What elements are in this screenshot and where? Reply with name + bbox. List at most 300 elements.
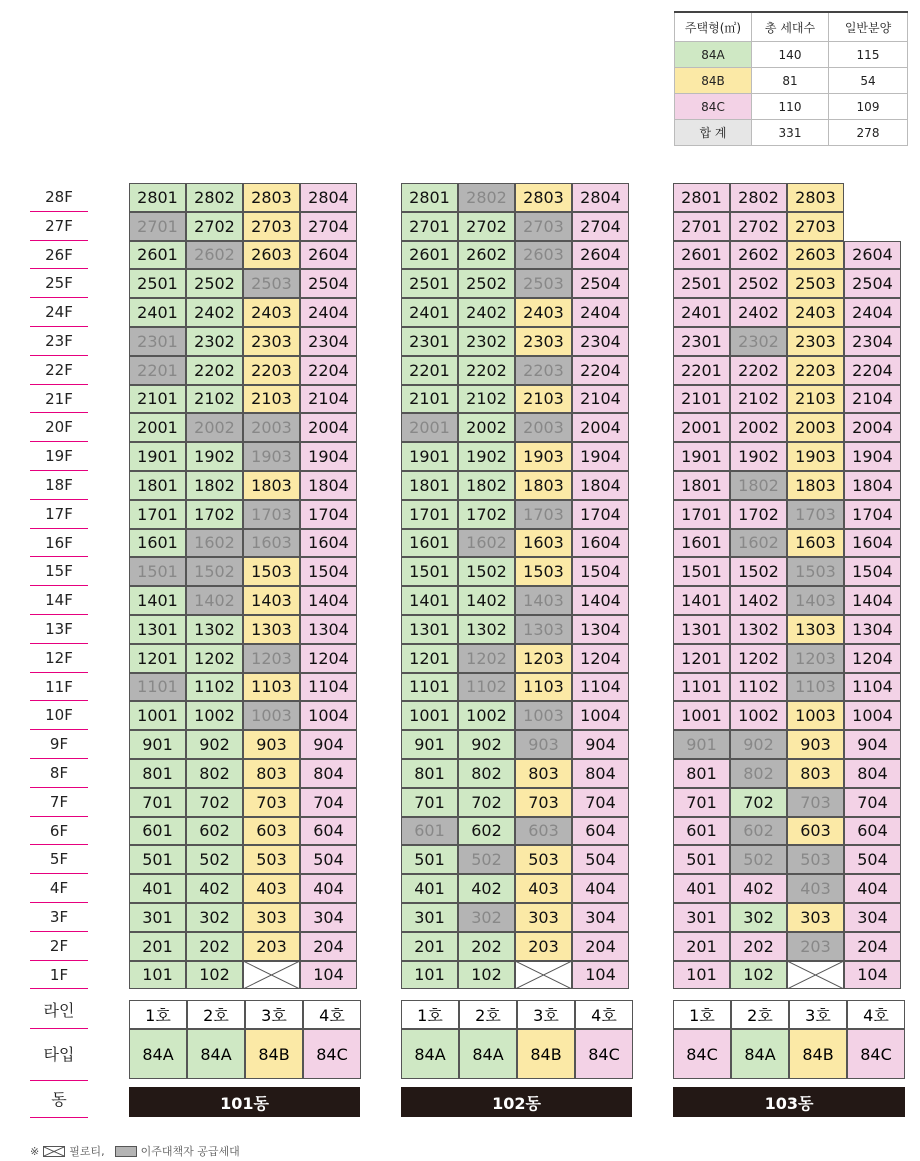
unit-cell: 203 xyxy=(515,932,572,961)
unit-cell: 204 xyxy=(300,932,357,961)
unit-cell-relocation: 1101 xyxy=(129,673,186,702)
unit-cell: 601 xyxy=(673,817,730,846)
unit-cell: 604 xyxy=(844,817,901,846)
unit-cell: 2202 xyxy=(730,356,787,385)
unit-cell: 2404 xyxy=(844,298,901,327)
unit-cell: 1002 xyxy=(458,701,515,730)
unit-cell: 1804 xyxy=(844,471,901,500)
unit-cell-relocation: 1402 xyxy=(186,586,243,615)
unit-cell: 704 xyxy=(844,788,901,817)
unit-cell: 504 xyxy=(300,845,357,874)
unit-cell: 1501 xyxy=(673,557,730,586)
unit-cell: 2402 xyxy=(458,298,515,327)
unit-cell: 2602 xyxy=(730,241,787,270)
unit-cell: 401 xyxy=(401,874,458,903)
unit-cell-relocation: 1203 xyxy=(243,644,300,673)
unit-cell: 1404 xyxy=(300,586,357,615)
unit-cell: 2301 xyxy=(673,327,730,356)
unit-cell: 1704 xyxy=(844,500,901,529)
unit-cell: 1502 xyxy=(458,557,515,586)
unit-cell: 1402 xyxy=(730,586,787,615)
unit-cell: 501 xyxy=(673,845,730,874)
pilotis-icon xyxy=(515,961,572,990)
unit-cell: 1701 xyxy=(401,500,458,529)
floor-label: 8F xyxy=(30,759,88,788)
unit-cell-relocation: 403 xyxy=(787,874,844,903)
unit-cell: 2601 xyxy=(129,241,186,270)
unit-cell: 703 xyxy=(243,788,300,817)
unit-cell: 1401 xyxy=(673,586,730,615)
summary-type: 84C xyxy=(675,94,752,120)
type-label: 84B xyxy=(245,1029,303,1079)
summary-total: 140 xyxy=(752,42,829,68)
type-label: 84C xyxy=(673,1029,731,1079)
unit-cell: 401 xyxy=(673,874,730,903)
unit-cell: 1002 xyxy=(730,701,787,730)
unit-cell: 1601 xyxy=(673,529,730,558)
unit-cell: 1304 xyxy=(572,615,629,644)
unit-cell: 1803 xyxy=(787,471,844,500)
unit-cell-relocation: 1602 xyxy=(186,529,243,558)
unit-cell: 801 xyxy=(401,759,458,788)
line-label: 3호 xyxy=(789,1000,847,1029)
unit-cell: 302 xyxy=(730,903,787,932)
unit-cell: 2401 xyxy=(129,298,186,327)
unit-cell: 2501 xyxy=(401,269,458,298)
legend-pilotis-label: 필로티, xyxy=(69,1145,105,1158)
unit-cell: 1702 xyxy=(458,500,515,529)
unit-cell: 1903 xyxy=(515,442,572,471)
unit-cell-relocation: 502 xyxy=(730,845,787,874)
unit-cell: 202 xyxy=(730,932,787,961)
unit-cell: 2501 xyxy=(673,269,730,298)
unit-cell: 2302 xyxy=(458,327,515,356)
summary-general: 115 xyxy=(829,42,908,68)
building-102-types xyxy=(401,1029,633,1079)
unit-cell: 2204 xyxy=(300,356,357,385)
unit-cell: 1801 xyxy=(673,471,730,500)
unit-cell: 1404 xyxy=(572,586,629,615)
line-label: 2호 xyxy=(459,1000,517,1029)
unit-cell: 2502 xyxy=(458,269,515,298)
unit-cell-relocation: 602 xyxy=(730,817,787,846)
floor-label-column xyxy=(30,183,88,989)
unit-cell: 404 xyxy=(844,874,901,903)
building-101-grid xyxy=(129,183,357,989)
building-103-grid xyxy=(673,183,901,989)
line-label: 2호 xyxy=(731,1000,789,1029)
unit-cell: 502 xyxy=(186,845,243,874)
unit-cell: 201 xyxy=(129,932,186,961)
unit-cell: 401 xyxy=(129,874,186,903)
unit-cell: 1103 xyxy=(243,673,300,702)
unit-cell: 2103 xyxy=(787,385,844,414)
unit-cell: 1704 xyxy=(572,500,629,529)
unit-cell-relocation: 502 xyxy=(458,845,515,874)
unit-cell: 2701 xyxy=(401,212,458,241)
unit-cell: 102 xyxy=(458,961,515,990)
unit-cell: 1202 xyxy=(730,644,787,673)
unit-cell: 1902 xyxy=(458,442,515,471)
floor-label: 20F xyxy=(30,413,88,442)
unit-cell: 804 xyxy=(300,759,357,788)
unit-cell-relocation: 2701 xyxy=(129,212,186,241)
unit-cell: 1201 xyxy=(129,644,186,673)
unit-cell: 1401 xyxy=(401,586,458,615)
unit-cell: 2802 xyxy=(730,183,787,212)
unit-cell: 201 xyxy=(673,932,730,961)
unit-cell: 1601 xyxy=(129,529,186,558)
summary-type: 합 계 xyxy=(675,120,752,146)
unit-cell: 1304 xyxy=(844,615,901,644)
floor-label: 23F xyxy=(30,327,88,356)
unit-cell-relocation: 503 xyxy=(787,845,844,874)
unit-cell: 1102 xyxy=(186,673,243,702)
unit-cell: 2504 xyxy=(300,269,357,298)
type-label: 84A xyxy=(459,1029,517,1079)
unit-cell: 2604 xyxy=(300,241,357,270)
unit-cell: 303 xyxy=(243,903,300,932)
unit-cell: 1303 xyxy=(243,615,300,644)
unit-cell: 404 xyxy=(300,874,357,903)
unit-cell: 2403 xyxy=(515,298,572,327)
unit-cell: 2503 xyxy=(787,269,844,298)
summary-total: 331 xyxy=(752,120,829,146)
unit-cell: 2704 xyxy=(572,212,629,241)
unit-cell: 1502 xyxy=(730,557,787,586)
unit-cell: 2601 xyxy=(673,241,730,270)
floor-label: 18F xyxy=(30,471,88,500)
unit-cell: 1904 xyxy=(844,442,901,471)
unit-cell: 2104 xyxy=(572,385,629,414)
unit-cell: 2301 xyxy=(401,327,458,356)
unit-cell-relocation: 1703 xyxy=(787,500,844,529)
unit-cell: 1001 xyxy=(673,701,730,730)
unit-cell: 2203 xyxy=(787,356,844,385)
unit-cell: 1603 xyxy=(515,529,572,558)
unit-cell: 1603 xyxy=(787,529,844,558)
unit-cell: 1204 xyxy=(300,644,357,673)
unit-cell: 2704 xyxy=(300,212,357,241)
empty-cell xyxy=(844,212,901,241)
unit-cell: 2202 xyxy=(186,356,243,385)
unit-cell: 602 xyxy=(186,817,243,846)
unit-cell: 2703 xyxy=(787,212,844,241)
unit-cell-relocation: 2602 xyxy=(186,241,243,270)
unit-cell: 2804 xyxy=(572,183,629,212)
unit-cell: 1302 xyxy=(458,615,515,644)
unit-cell: 1302 xyxy=(730,615,787,644)
unit-cell: 403 xyxy=(515,874,572,903)
unit-cell: 304 xyxy=(844,903,901,932)
unit-cell: 702 xyxy=(730,788,787,817)
unit-cell: 2701 xyxy=(673,212,730,241)
unit-cell: 1302 xyxy=(186,615,243,644)
unit-cell-relocation: 2001 xyxy=(401,413,458,442)
floor-label: 27F xyxy=(30,212,88,241)
line-label: 4호 xyxy=(847,1000,905,1029)
line-label: 2호 xyxy=(187,1000,245,1029)
unit-cell-relocation: 2201 xyxy=(129,356,186,385)
unit-cell: 2003 xyxy=(787,413,844,442)
unit-cell: 603 xyxy=(243,817,300,846)
unit-cell: 702 xyxy=(186,788,243,817)
building-102-name: 102동 xyxy=(401,1087,632,1117)
empty-cell xyxy=(844,183,901,212)
unit-cell: 2004 xyxy=(300,413,357,442)
unit-cell-relocation: 1203 xyxy=(787,644,844,673)
gray-swatch-icon xyxy=(115,1146,137,1157)
unit-cell: 2603 xyxy=(787,241,844,270)
unit-cell: 1202 xyxy=(186,644,243,673)
type-label: 84A xyxy=(129,1029,187,1079)
unit-cell: 2302 xyxy=(186,327,243,356)
unit-cell: 2004 xyxy=(844,413,901,442)
type-label: 84A xyxy=(187,1029,245,1079)
line-label: 4호 xyxy=(575,1000,633,1029)
unit-cell-relocation: 2003 xyxy=(243,413,300,442)
pilotis-icon xyxy=(243,961,300,990)
unit-cell-relocation: 1403 xyxy=(515,586,572,615)
unit-cell: 402 xyxy=(458,874,515,903)
unit-cell: 203 xyxy=(243,932,300,961)
unit-cell: 1102 xyxy=(730,673,787,702)
summary-general: 278 xyxy=(829,120,908,146)
unit-cell: 1203 xyxy=(515,644,572,673)
unit-cell: 2103 xyxy=(243,385,300,414)
unit-cell-relocation: 2703 xyxy=(515,212,572,241)
unit-cell: 1503 xyxy=(243,557,300,586)
pilotis-icon xyxy=(787,961,844,990)
unit-cell: 603 xyxy=(787,817,844,846)
unit-cell: 2402 xyxy=(186,298,243,327)
unit-cell: 2204 xyxy=(572,356,629,385)
unit-cell: 402 xyxy=(186,874,243,903)
unit-cell: 904 xyxy=(300,730,357,759)
unit-cell-relocation: 1602 xyxy=(458,529,515,558)
unit-cell: 1903 xyxy=(787,442,844,471)
unit-cell: 104 xyxy=(572,961,629,990)
floor-label: 11F xyxy=(30,673,88,702)
floor-label: 2F xyxy=(30,932,88,961)
unit-cell: 602 xyxy=(458,817,515,846)
unit-cell: 1204 xyxy=(844,644,901,673)
type-label: 84B xyxy=(789,1029,847,1079)
unit-cell-relocation: 1903 xyxy=(243,442,300,471)
unit-cell: 2502 xyxy=(730,269,787,298)
unit-cell-relocation: 2002 xyxy=(186,413,243,442)
unit-cell: 604 xyxy=(572,817,629,846)
unit-cell-relocation: 2301 xyxy=(129,327,186,356)
floor-label: 16F xyxy=(30,529,88,558)
unit-cell: 2604 xyxy=(844,241,901,270)
line-label: 3호 xyxy=(517,1000,575,1029)
unit-cell: 2102 xyxy=(458,385,515,414)
unit-cell: 1404 xyxy=(844,586,901,615)
floor-label: 14F xyxy=(30,586,88,615)
unit-cell: 101 xyxy=(401,961,458,990)
unit-cell: 1304 xyxy=(300,615,357,644)
unit-cell: 2602 xyxy=(458,241,515,270)
unit-cell: 1604 xyxy=(844,529,901,558)
floor-label: 24F xyxy=(30,298,88,327)
unit-cell: 2102 xyxy=(730,385,787,414)
unit-cell: 704 xyxy=(300,788,357,817)
line-label: 1호 xyxy=(673,1000,731,1029)
unit-cell-relocation: 302 xyxy=(458,903,515,932)
unit-cell: 2101 xyxy=(401,385,458,414)
unit-cell: 1803 xyxy=(515,471,572,500)
type-row-label: 타입 xyxy=(30,1029,88,1081)
unit-cell-relocation: 1502 xyxy=(186,557,243,586)
unit-cell: 1301 xyxy=(129,615,186,644)
unit-cell: 2801 xyxy=(129,183,186,212)
floor-label: 12F xyxy=(30,644,88,673)
unit-cell: 2104 xyxy=(300,385,357,414)
summary-table xyxy=(674,11,908,146)
unit-cell: 1301 xyxy=(673,615,730,644)
unit-cell: 404 xyxy=(572,874,629,903)
unit-cell: 703 xyxy=(515,788,572,817)
unit-cell: 2103 xyxy=(515,385,572,414)
unit-cell: 1902 xyxy=(186,442,243,471)
unit-cell-relocation: 603 xyxy=(515,817,572,846)
floor-label: 4F xyxy=(30,874,88,903)
unit-cell-relocation: 1103 xyxy=(787,673,844,702)
floor-label: 19F xyxy=(30,442,88,471)
unit-cell: 2304 xyxy=(300,327,357,356)
unit-cell: 903 xyxy=(787,730,844,759)
unit-cell: 1604 xyxy=(300,529,357,558)
summary-total: 81 xyxy=(752,68,829,94)
unit-cell-relocation: 2802 xyxy=(458,183,515,212)
unit-cell: 2401 xyxy=(673,298,730,327)
line-label: 4호 xyxy=(303,1000,361,1029)
unit-cell: 2802 xyxy=(186,183,243,212)
unit-cell: 2402 xyxy=(730,298,787,327)
line-row-label: 라인 xyxy=(30,996,88,1029)
unit-cell-relocation: 1003 xyxy=(243,701,300,730)
unit-cell: 2702 xyxy=(458,212,515,241)
legend xyxy=(30,1143,240,1159)
summary-total: 110 xyxy=(752,94,829,120)
unit-cell: 903 xyxy=(243,730,300,759)
summary-general: 54 xyxy=(829,68,908,94)
unit-cell: 1004 xyxy=(572,701,629,730)
unit-cell: 1104 xyxy=(300,673,357,702)
type-label: 84C xyxy=(303,1029,361,1079)
unit-cell-relocation: 1303 xyxy=(515,615,572,644)
unit-cell: 301 xyxy=(673,903,730,932)
unit-cell: 702 xyxy=(458,788,515,817)
unit-cell-relocation: 1501 xyxy=(129,557,186,586)
unit-cell: 302 xyxy=(186,903,243,932)
dong-row-label: 동 xyxy=(30,1084,88,1118)
unit-cell: 2001 xyxy=(129,413,186,442)
unit-cell: 2702 xyxy=(186,212,243,241)
unit-cell-relocation: 1703 xyxy=(515,500,572,529)
unit-cell: 2403 xyxy=(787,298,844,327)
unit-cell: 804 xyxy=(572,759,629,788)
unit-cell: 1702 xyxy=(186,500,243,529)
unit-cell: 2102 xyxy=(186,385,243,414)
unit-cell: 501 xyxy=(129,845,186,874)
unit-cell: 1804 xyxy=(572,471,629,500)
line-label: 3호 xyxy=(245,1000,303,1029)
building-103-lines xyxy=(673,1000,905,1029)
floor-label: 13F xyxy=(30,615,88,644)
unit-cell: 2202 xyxy=(458,356,515,385)
unit-cell: 2803 xyxy=(243,183,300,212)
summary-header-type: 주택형(㎡) xyxy=(675,12,752,42)
unit-cell: 1904 xyxy=(300,442,357,471)
unit-cell: 2101 xyxy=(673,385,730,414)
unit-cell: 1002 xyxy=(186,701,243,730)
unit-cell: 1201 xyxy=(401,644,458,673)
unit-cell: 1004 xyxy=(844,701,901,730)
unit-cell: 2702 xyxy=(730,212,787,241)
unit-cell: 1801 xyxy=(129,471,186,500)
unit-cell: 2601 xyxy=(401,241,458,270)
unit-cell: 601 xyxy=(129,817,186,846)
building-102-lines xyxy=(401,1000,633,1029)
unit-cell: 301 xyxy=(129,903,186,932)
floor-label: 1F xyxy=(30,961,88,990)
unit-cell: 1804 xyxy=(300,471,357,500)
type-label: 84C xyxy=(575,1029,633,1079)
unit-cell-relocation: 601 xyxy=(401,817,458,846)
unit-cell: 2004 xyxy=(572,413,629,442)
building-101-lines xyxy=(129,1000,361,1029)
unit-cell: 904 xyxy=(844,730,901,759)
unit-cell: 1701 xyxy=(129,500,186,529)
unit-cell: 2604 xyxy=(572,241,629,270)
unit-cell: 2002 xyxy=(458,413,515,442)
type-label: 84B xyxy=(517,1029,575,1079)
unit-cell: 204 xyxy=(844,932,901,961)
unit-cell: 701 xyxy=(673,788,730,817)
legend-mark: ※ xyxy=(30,1144,40,1158)
unit-cell: 102 xyxy=(186,961,243,990)
unit-cell: 1001 xyxy=(129,701,186,730)
unit-cell: 101 xyxy=(129,961,186,990)
unit-cell: 901 xyxy=(401,730,458,759)
unit-cell: 1403 xyxy=(243,586,300,615)
unit-cell: 204 xyxy=(572,932,629,961)
unit-cell-relocation: 901 xyxy=(673,730,730,759)
unit-cell: 202 xyxy=(458,932,515,961)
unit-cell: 504 xyxy=(572,845,629,874)
unit-cell: 1902 xyxy=(730,442,787,471)
unit-cell: 1101 xyxy=(673,673,730,702)
unit-cell-relocation: 2203 xyxy=(515,356,572,385)
unit-cell-relocation: 1503 xyxy=(787,557,844,586)
unit-cell: 503 xyxy=(515,845,572,874)
unit-cell-relocation: 2003 xyxy=(515,413,572,442)
unit-cell-relocation: 802 xyxy=(730,759,787,788)
unit-cell: 701 xyxy=(401,788,458,817)
summary-header-total: 총 세대수 xyxy=(752,12,829,42)
unit-cell: 1704 xyxy=(300,500,357,529)
unit-cell: 2404 xyxy=(300,298,357,327)
unit-cell-relocation: 1603 xyxy=(243,529,300,558)
unit-cell: 2304 xyxy=(572,327,629,356)
unit-cell: 1301 xyxy=(401,615,458,644)
unit-cell: 1901 xyxy=(129,442,186,471)
unit-cell: 1504 xyxy=(572,557,629,586)
unit-cell: 1802 xyxy=(458,471,515,500)
unit-cell-relocation: 903 xyxy=(515,730,572,759)
